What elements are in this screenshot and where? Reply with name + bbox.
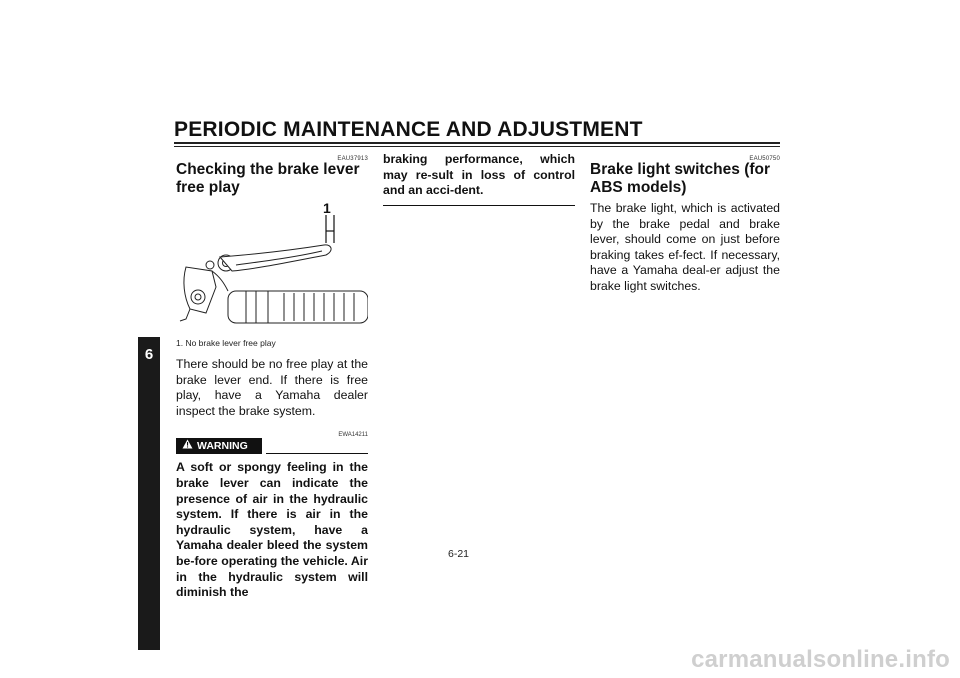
brake-light-body: The brake light, which is activated by the brake pedal and brake lever, should come on just before braking takes ef-fect. If necessary, have a Yamaha deal-er adjust the brake light switches. (590, 201, 780, 293)
header-rule (174, 142, 780, 144)
warning-header (176, 428, 368, 452)
chapter-side-tab (138, 337, 160, 650)
warning-rule (266, 453, 368, 454)
watermark: carmanualsonline.info (691, 646, 950, 673)
figure-callout-1: 1 (323, 201, 331, 216)
warning-badge (176, 438, 262, 454)
brake-lever-figure (176, 201, 368, 336)
brake-lever-body: There should be no free play at the brake lever end. If there is free play, have a Yamaha dealer inspect the brake system. (176, 357, 368, 418)
page-header-title: PERIODIC MAINTENANCE AND ADJUSTMENT (174, 118, 643, 141)
brake-lever-illustration (176, 201, 368, 336)
warning-code: EWA14211 (338, 432, 368, 439)
page-number: 6-21 (448, 548, 470, 560)
section-title-brake-lever: Checking the brake lever free play (176, 161, 360, 196)
warning-end-rule (383, 205, 575, 206)
chapter-number: 6 (144, 346, 154, 363)
section-code: EAU37913 (337, 156, 368, 162)
header-rule-thin (174, 146, 780, 147)
figure-caption: 1. No brake lever free play (176, 338, 276, 348)
warning-text-part1: A soft or spongy feeling in the brake lever can indicate the presence of air in the hydraulic system. If there is air in the hydraulic system, have a Yamaha dealer bleed the system be-fore operating the vehicle. Air in the hydraulic system will diminish the (176, 460, 368, 600)
column-right (590, 152, 780, 295)
warning-triangle-icon (182, 439, 193, 455)
section-title-brake-light: Brake light switches (for ABS models) (590, 161, 771, 196)
column-middle (383, 152, 575, 206)
warning-text-part2: braking performance, which may re-sult in loss of control and an acci-dent. (383, 152, 575, 198)
warning-label: WARNING (197, 439, 248, 452)
section-code: EAU50750 (749, 156, 780, 162)
column-left (176, 152, 368, 613)
